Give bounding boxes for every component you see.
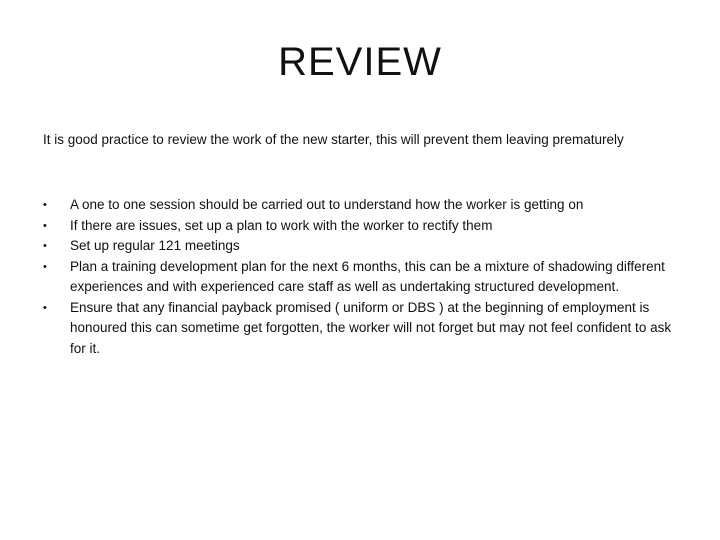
bullet-text: A one to one session should be carried out to understand how the worker is getting on <box>70 197 584 212</box>
intro-paragraph: It is good practice to review the work of the new starter, this will prevent them leaving prematurely <box>43 132 624 147</box>
bullet-item <box>43 257 683 298</box>
bullet-text: Plan a training development plan for the next 6 months, this can be a mixture of shadowing different experiences and with experienced care staff as well as undertaking structured development. <box>70 258 665 294</box>
bullet-icon: • <box>43 260 47 273</box>
bullet-icon: • <box>43 301 47 314</box>
bullet-text: If there are issues, set up a plan to work with the worker to rectify them <box>70 217 493 233</box>
bullet-item <box>43 216 683 237</box>
bullet-icon: • <box>43 219 47 232</box>
slide-title: REVIEW <box>278 40 442 84</box>
bullet-item <box>43 236 683 257</box>
bullet-icon: • <box>43 199 47 211</box>
bullet-item <box>43 298 683 360</box>
bullet-item <box>43 195 683 216</box>
bullet-text: Ensure that any financial payback promised ( uniform or DBS ) at the beginning of employment is honoured this can sometime get forgotten, the worker will not forget but may not feel confident to ask for it. <box>70 299 672 356</box>
bullet-list <box>43 195 683 359</box>
bullet-icon: • <box>43 240 47 252</box>
bullet-text: Set up regular 121 meetings <box>70 238 240 253</box>
